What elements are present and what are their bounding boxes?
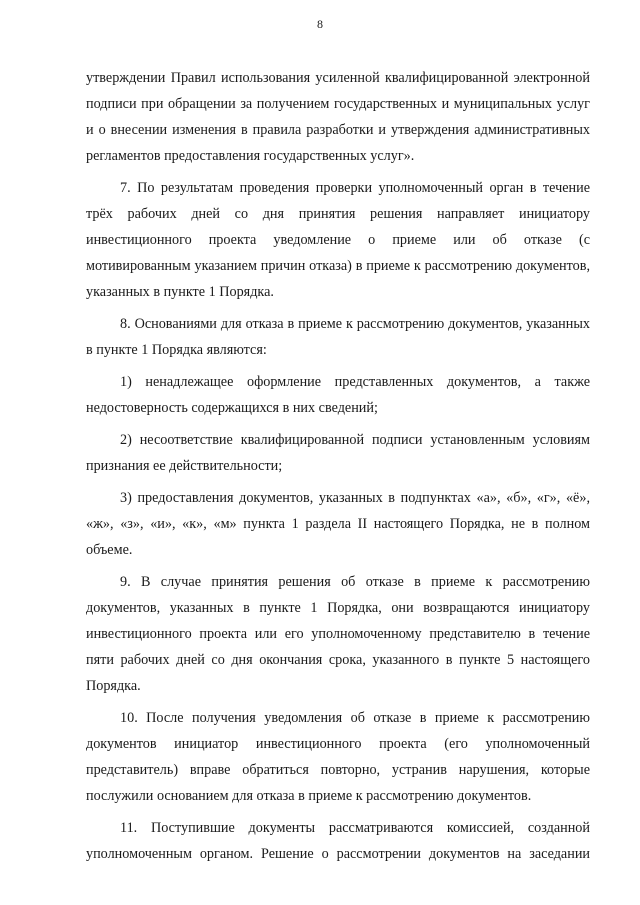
- paragraph-7: 7. По результатам проведения проверки уполномоченный орган в течение трёх рабочих дней со дня принятия решения направляет инициатору инвестиционного проекта уведомление о приеме или об отказе (с мотивированным указанием причин отказа) в приеме к рассмотрению документов, указанных в пункте 1 Порядка.: [86, 180, 590, 300]
- paragraph-10: 10. После получения уведомления об отказе в приеме к рассмотрению документов инициатор инвестиционного проекта (его уполномоченный представитель) вправе обратиться повторно, устранив нарушения, которые послужили основанием для отказа в приеме к рассмотрению документов.: [86, 710, 590, 804]
- paragraph-8-item-3: 3) предоставления документов, указанных в подпунктах «а», «б», «г», «ё», «ж», «з», «и», «к», «м» пункта 1 раздела II настоящего Порядка, не в полном объеме.: [86, 490, 590, 558]
- paragraph-continuation: утверждении Правил использования усиленной квалифицированной электронной подписи при обращении за получением государственных и муниципальных услуг и о внесении изменения в правила разработки и утверждения административных регламентов предоставления государственных услуг».: [86, 70, 590, 164]
- paragraph-9: 9. В случае принятия решения об отказе в приеме к рассмотрению документов, указанных в пункте 1 Порядка, они возвращаются инициатору инвестиционного проекта или его уполномоченному представителю в течение пяти рабочих дней со дня окончания срока, указанного в пункте 5 настоящего Порядка.: [86, 574, 590, 694]
- paragraph-8-item-1: 1) ненадлежащее оформление представленных документов, а также недостоверность содержащихся в них сведений;: [86, 374, 590, 416]
- paragraph-8: 8. Основаниями для отказа в приеме к рассмотрению документов, указанных в пункте 1 Порядка являются:: [86, 316, 590, 358]
- page-number: 8: [317, 17, 323, 31]
- document-body: [86, 65, 590, 873]
- paragraph-11: 11. Поступившие документы рассматриваются комиссией, созданной уполномоченным органом. Решение о рассмотрении документов на заседании: [86, 820, 590, 862]
- paragraph-8-item-2: 2) несоответствие квалифицированной подписи установленным условиям признания ее действительности;: [86, 432, 590, 474]
